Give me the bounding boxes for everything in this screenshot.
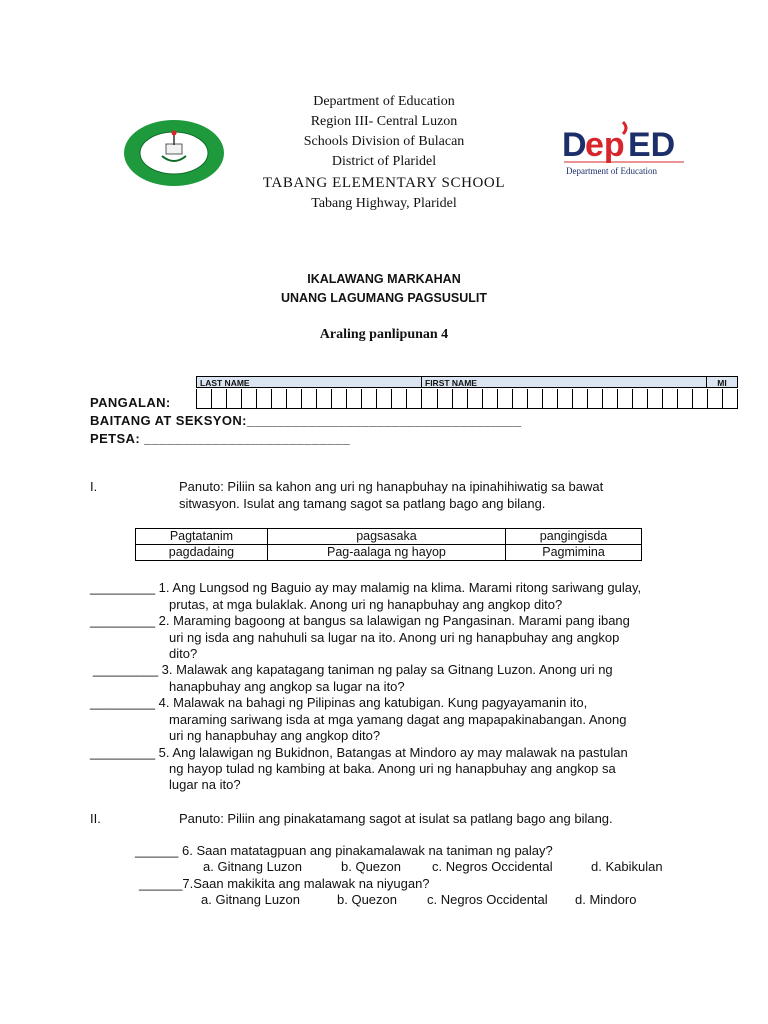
- option-cell: pangingisda: [506, 529, 642, 545]
- name-letter-boxes[interactable]: [196, 389, 738, 409]
- deped-logo: [560, 118, 700, 180]
- name-letter-box[interactable]: [678, 389, 693, 409]
- name-letter-box[interactable]: [618, 389, 633, 409]
- item-5-line2: ng hayop tulad ng kambing at baka. Anong uri ng hanapbuhay ang angkop sa: [169, 761, 616, 776]
- name-letter-box[interactable]: [317, 389, 332, 409]
- part2-number: II.: [90, 811, 101, 826]
- name-letter-box[interactable]: [498, 389, 513, 409]
- school-address: Tabang Highway, Plaridel: [311, 196, 457, 211]
- name-label: PANGALAN:: [90, 395, 171, 410]
- option-cell: Pag-aalaga ng hayop: [267, 545, 505, 561]
- q6-choice-b: b. Quezon: [341, 859, 401, 874]
- item-3-line2: hanapbuhay ang angkop sa lugar na ito?: [169, 679, 405, 694]
- name-letter-box[interactable]: [648, 389, 663, 409]
- name-letter-box[interactable]: [528, 389, 543, 409]
- name-letter-box[interactable]: [362, 389, 377, 409]
- item-1-line1: _________ 1. Ang Lungsod ng Baguio ay may malamig na klima. Marami ritong sariwang gulay,: [90, 580, 642, 595]
- name-letter-box[interactable]: [693, 389, 708, 409]
- name-letter-box[interactable]: [332, 389, 347, 409]
- name-letter-box[interactable]: [588, 389, 603, 409]
- name-letter-box[interactable]: [573, 389, 588, 409]
- name-letter-box[interactable]: [453, 389, 468, 409]
- item-2-line1: _________ 2. Maraming bagoong at bangus sa lalawigan ng Pangasinan. Marami pang ibang: [90, 613, 630, 628]
- name-letter-box[interactable]: [633, 389, 648, 409]
- q7-choice-c: c. Negros Occidental: [427, 892, 548, 907]
- header-district: District of Plaridel: [331, 154, 437, 169]
- school-seal-logo: [122, 118, 226, 188]
- item-5-line3: lugar na ito?: [169, 777, 241, 792]
- q6-choice-a: a. Gitnang Luzon: [203, 859, 303, 874]
- item-5-line1: _________ 5. Ang lalawigan ng Bukidnon, Batangas at Mindoro ay may malawak na pastulan: [90, 745, 628, 760]
- part2-instruction: Panuto: Piliin ang pinakatamang sagot at isulat sa patlang bago ang bilang.: [179, 811, 613, 826]
- q7-choice-d: d. Mindoro: [575, 892, 637, 907]
- name-letter-box[interactable]: [377, 389, 392, 409]
- section-label: BAITANG AT SEKSYON:____________________________________: [90, 413, 522, 428]
- name-letter-box[interactable]: [708, 389, 723, 409]
- school-name: TABANG ELEMENTARY SCHOOL: [262, 175, 506, 191]
- name-letter-box[interactable]: [663, 389, 678, 409]
- name-letter-box[interactable]: [558, 389, 573, 409]
- name-letter-box[interactable]: [196, 389, 212, 409]
- part1-instruction-line2: sitwasyon. Isulat ang tamang sagot sa patlang bago ang bilang.: [179, 496, 546, 511]
- item-1-line2: prutas, at mga bulaklak. Anong uri ng hanapbuhay ang angkop dito?: [169, 597, 563, 612]
- option-cell: Pagmimina: [506, 545, 642, 561]
- quarter-title: IKALAWANG MARKAHAN: [307, 272, 461, 286]
- first-name-header: FIRST NAME: [421, 376, 707, 388]
- item-2-line3: dito?: [169, 646, 198, 661]
- option-cell: pagdadaing: [136, 545, 268, 561]
- name-letter-box[interactable]: [483, 389, 498, 409]
- svg-text:ED: ED: [628, 126, 676, 164]
- name-letter-box[interactable]: [603, 389, 618, 409]
- question-6: ______ 6. Saan matatagpuan ang pinakamalawak na taniman ng palay?: [135, 843, 553, 858]
- item-2-line2: uri ng isda ang nahuhuli sa lugar na ito. Anong uri ng hanapbuhay ang angkop: [169, 630, 620, 645]
- test-title: UNANG LAGUMANG PAGSUSULIT: [280, 291, 487, 305]
- svg-text:D: D: [562, 126, 587, 164]
- name-letter-box[interactable]: [227, 389, 242, 409]
- name-letter-box[interactable]: [257, 389, 272, 409]
- header-department: Department of Education: [313, 94, 455, 109]
- name-letter-box[interactable]: [438, 389, 453, 409]
- question-7: ______7.Saan makikita ang malawak na niyugan?: [139, 876, 430, 891]
- q7-choice-b: b. Quezon: [337, 892, 397, 907]
- last-name-header: LAST NAME: [196, 376, 422, 388]
- q6-choice-d: d. Kabikulan: [591, 859, 663, 874]
- q6-choice-c: c. Negros Occidental: [432, 859, 553, 874]
- name-letter-box[interactable]: [392, 389, 407, 409]
- name-letter-box[interactable]: [513, 389, 528, 409]
- option-cell: Pagtatanim: [136, 529, 268, 545]
- name-letter-box[interactable]: [543, 389, 558, 409]
- name-letter-box[interactable]: [302, 389, 317, 409]
- subject-title: Araling panlipunan 4: [319, 327, 449, 342]
- answer-options-table: [135, 528, 642, 561]
- item-4-line1: _________ 4. Malawak na bahagi ng Pilipinas ang katubigan. Kung pagyayamanin ito,: [90, 695, 588, 710]
- options-row: [136, 545, 642, 561]
- name-letter-box[interactable]: [422, 389, 437, 409]
- part1-number: I.: [90, 479, 98, 494]
- mi-header: MI: [706, 376, 738, 388]
- svg-text:ep: ep: [585, 126, 625, 164]
- date-label: PETSA: ___________________________: [90, 431, 351, 446]
- options-row: [136, 529, 642, 545]
- svg-text:Department of Education: Department of Education: [566, 166, 657, 176]
- name-letter-box[interactable]: [468, 389, 483, 409]
- name-letter-box[interactable]: [407, 389, 422, 409]
- item-4-line3: uri ng hanapbuhay ang angkop dito?: [169, 728, 381, 743]
- name-letter-box[interactable]: [242, 389, 257, 409]
- name-letter-box[interactable]: [272, 389, 287, 409]
- part1-instruction-line1: Panuto: Piliin sa kahon ang uri ng hanapbuhay na ipinahihiwatig sa bawat: [179, 479, 604, 494]
- option-cell: pagsasaka: [267, 529, 505, 545]
- header-region: Region III- Central Luzon: [310, 114, 458, 129]
- header-division: Schools Division of Bulacan: [303, 134, 465, 149]
- name-letter-box[interactable]: [723, 389, 738, 409]
- q7-choice-a: a. Gitnang Luzon: [201, 892, 301, 907]
- name-letter-box[interactable]: [212, 389, 227, 409]
- item-3-line1: _________ 3. Malawak ang kapatagang taniman ng palay sa Gitnang Luzon. Anong uri ng: [93, 662, 613, 677]
- name-letter-box[interactable]: [287, 389, 302, 409]
- item-4-line2: maraming sariwang isda at mga yamang dagat ang mapapakinabangan. Anong: [169, 712, 627, 727]
- name-letter-box[interactable]: [347, 389, 362, 409]
